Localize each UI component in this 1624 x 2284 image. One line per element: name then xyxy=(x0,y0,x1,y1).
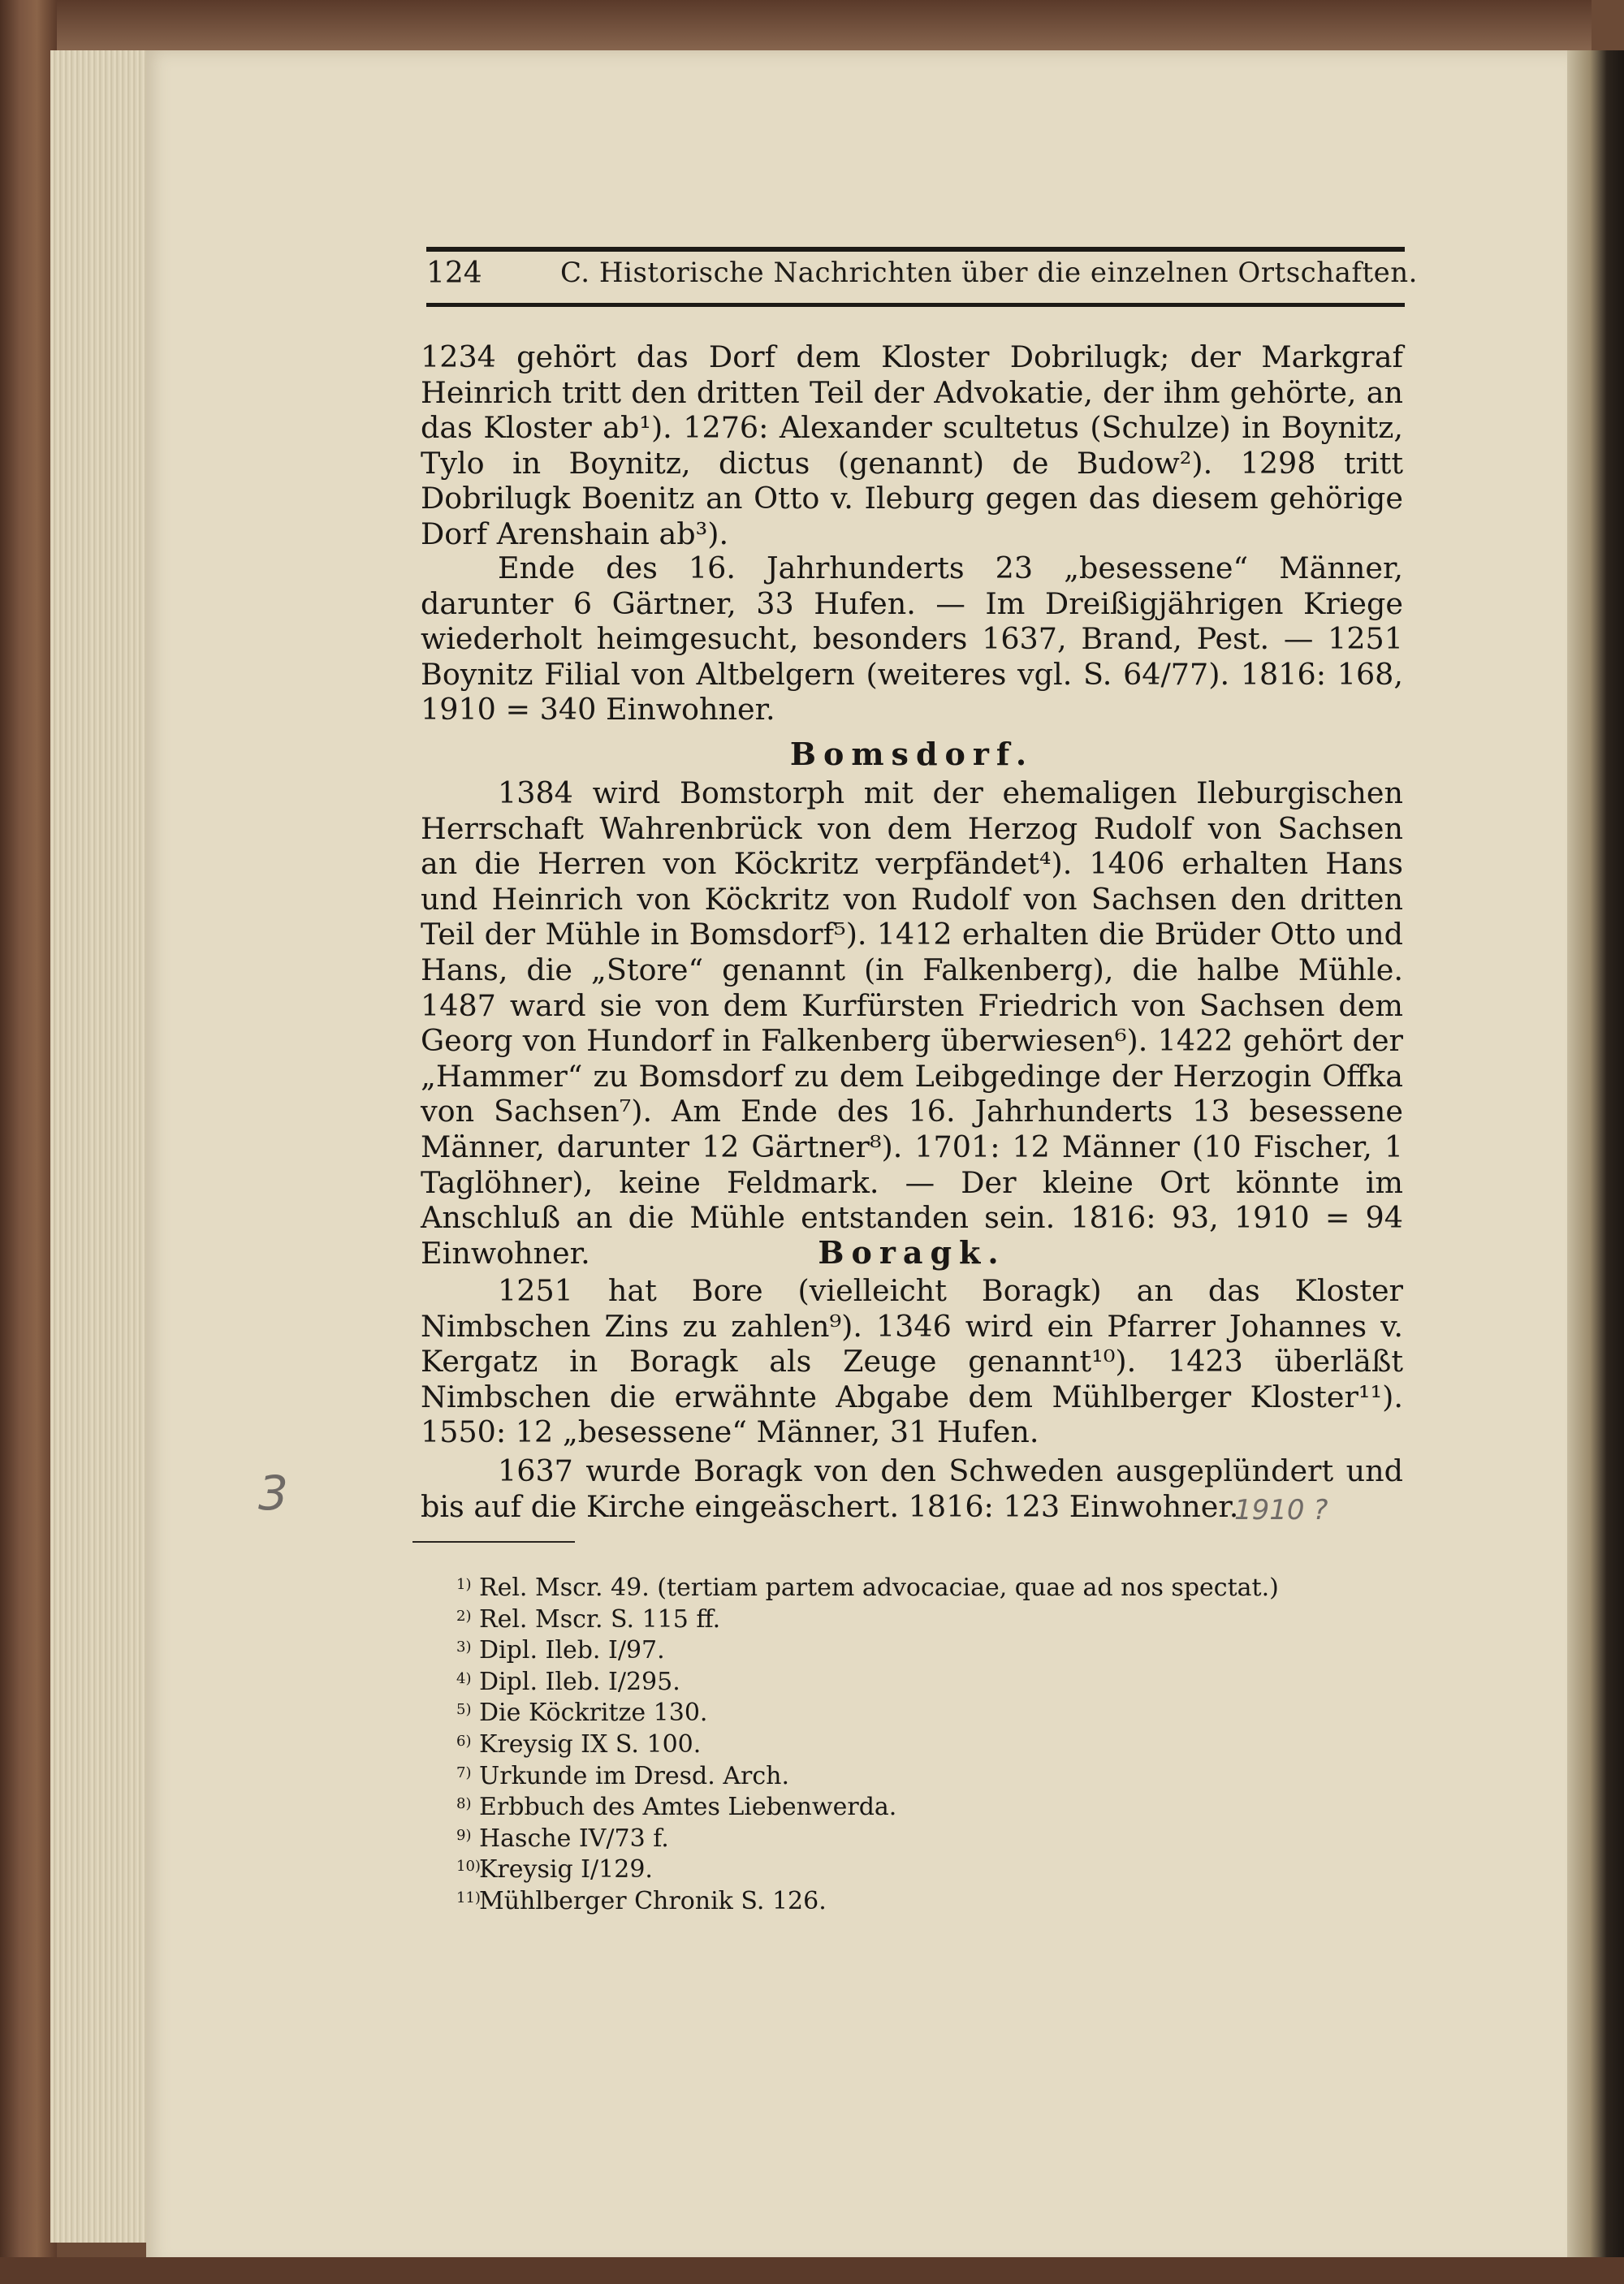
body-paragraph-boragk xyxy=(421,1273,1403,1450)
book-edge-left xyxy=(0,0,57,2284)
footnote: $^{5)}$ Die Köckritze 130. xyxy=(456,1699,708,1728)
page-number: 124 xyxy=(426,257,482,290)
body-paragraph-bomsdorf xyxy=(421,775,1403,1271)
paragraph-3: 1384 wird Bomstorph mit der ehemaligen Ileburgischen Herrschaft Wahrenbrück von dem Herzog Rudolf von Sachsen an die Herren von Köckritz verpfändet⁴). 1406 erhalten Hans und Heinrich von Köckritz von Rudolf von Sachsen den dritten Teil der Mühle in Bomsdorf⁵). 1412 erhalten die Brüder Otto und Hans, die „Store“ genannt (in Falkenberg), die halbe Mühle. 1487 ward sie von dem Kurfürsten Friedrich von Sachsen dem Georg von Hundorf in Falkenberg überwiesen⁶). 1422 gehört der „Hammer“ zu Bomsdorf zu dem Leibgedinge der Herzogin Offka von Sachsen⁷). Am Ende des 16. Jahrhunderts 13 besessene Männer, darunter 12 Gärtner⁸). 1701: 12 Männer (10 Fischer, 1 Taglöhner), keine Feldmark. — Der kleine Ort könnte im Anschluß an die Mühle entstanden sein. 1816: 93, 1910 = 94 Einwohner. xyxy=(421,775,1403,1271)
body-paragraph-boynitz-history xyxy=(421,339,1403,552)
footnote: $^{2)}$ Rel. Mscr. S. 115 ff. xyxy=(456,1604,721,1634)
footnote: $^{4)}$ Dipl. Ileb. I/295. xyxy=(456,1667,680,1696)
paragraph-4: 1251 hat Bore (vielleicht Boragk) an das Kloster Nimbschen Zins zu zahlen⁹). 1346 wird ein Pfarrer Johannes v. Kergatz in Boragk als Zeuge genannt¹⁰). 1423 überläßt Nimbschen die erwähnte Abgabe dem Mühlberger Kloster¹¹). 1550: 12 „besessene“ Männer, 31 Hufen. xyxy=(421,1273,1403,1450)
paragraph-5: 1637 wurde Boragk von den Schweden ausgeplündert und bis auf die Kirche eingeäschert. 1816: 123 Einwohner. xyxy=(421,1453,1403,1524)
heading-boragk: Boragk. xyxy=(818,1234,1006,1271)
footnotes xyxy=(456,1571,1279,1916)
footnote: $^{3)}$ Dipl. Ileb. I/97. xyxy=(456,1636,665,1665)
footnote-separator xyxy=(412,1541,575,1543)
body-paragraph-boynitz-population xyxy=(421,550,1403,728)
footnote: $^{11)}$Mühlberger Chronik S. 126. xyxy=(456,1886,827,1915)
page-stack xyxy=(50,50,156,2243)
page-header xyxy=(426,253,1418,294)
heading-bomsdorf: Bomsdorf. xyxy=(789,736,1034,772)
footnote: $^{8)}$ Erbbuch des Amtes Liebenwerda. xyxy=(456,1793,897,1822)
header-top-rule xyxy=(426,247,1405,252)
footnote: $^{9)}$ Hasche IV/73 f. xyxy=(456,1824,669,1853)
handwritten-margin-mark: 3 xyxy=(258,1466,288,1521)
paragraph-1: 1234 gehört das Dorf dem Kloster Dobrilugk; der Markgraf Heinrich tritt den dritten Teil der Advokatie, der ihm gehörte, an das Kloster ab¹). 1276: Alexander scultetus (Schulze) in Boynitz, Tylo in Boynitz, dictus (genannt) de Budow²). 1298 tritt Dobrilugk Boenitz an Otto v. Ileburg gegen das diesem gehörige Dorf Arenshain ab³). xyxy=(421,339,1403,551)
header-bottom-rule xyxy=(426,303,1405,307)
footnote: $^{1)}$ Rel. Mscr. 49. (tertiam partem advocaciae, quae ad nos spectat.) xyxy=(456,1574,1279,1602)
book-edge-bottom xyxy=(0,2257,1624,2284)
footnote: $^{10)}$Kreysig I/129. xyxy=(456,1855,653,1885)
book-edge-top xyxy=(49,0,1592,57)
running-title: C. Historische Nachrichten über die einzelnen Ortschaften. xyxy=(560,257,1418,289)
book-gutter xyxy=(1567,50,1624,2267)
paragraph-2: Ende des 16. Jahrhunderts 23 „besessene“ Männer, darunter 6 Gärtner, 33 Hufen. — Im Dreißigjährigen Kriege wiederholt heimgesucht, besonders 1637, Brand, Pest. — 1251 Boynitz Filial von Altbelgern (weiteres vgl. S. 64/77). 1816: 168, 1910 = 340 Einwohner. xyxy=(421,550,1403,728)
footnote: $^{6)}$ Kreysig IX S. 100. xyxy=(456,1729,702,1759)
footnote: $^{7)}$ Urkunde im Dresd. Arch. xyxy=(456,1761,790,1790)
handwritten-annotation: 1910 ? xyxy=(1234,1494,1328,1526)
